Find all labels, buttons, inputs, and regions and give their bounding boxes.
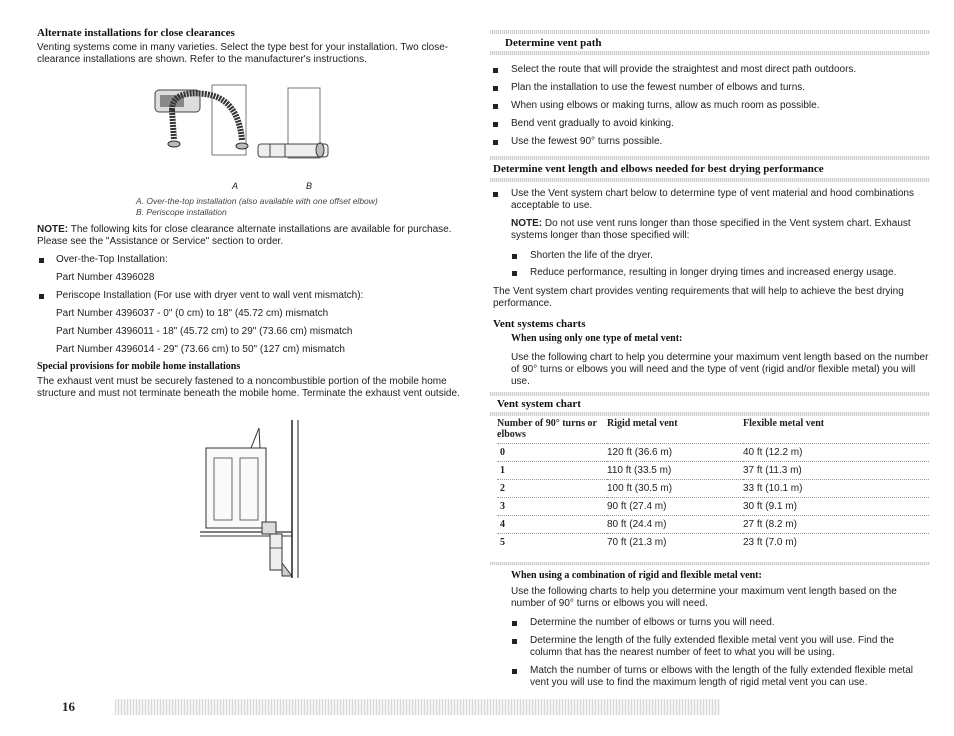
table-row [497, 534, 929, 552]
vent-system-chart-title: Vent system chart [497, 398, 581, 410]
bullet-icon [512, 621, 517, 626]
vent-path-bullet-5: Use the fewest 90° turns possible. [511, 136, 663, 147]
kit-over-the-top: Over-the-Top Installation: [56, 254, 168, 265]
vent-length-note [511, 218, 926, 242]
figure-caption-b: B. Periscope installation [136, 207, 227, 217]
figure-caption-a: A. Over-the-top installation (also available with one offset elbow) [136, 196, 378, 206]
note-label: NOTE: [37, 224, 69, 235]
vent-system-table [497, 418, 929, 551]
table-row [497, 480, 929, 498]
turns-cell: 5 [497, 534, 607, 552]
page-number: 16 [62, 699, 75, 714]
combo-bullet-1: Determine the number of elbows or turns you will need. [530, 617, 775, 628]
rigid-cell: 120 ft (36.6 m) [607, 444, 743, 462]
section-band [490, 412, 930, 416]
note-text: Do not use vent runs longer than those specified in the Vent system chart. Exhaust systems longer than those specified will: [511, 218, 911, 241]
vent-length-title: Determine vent length and elbows needed for best drying performance [493, 163, 824, 175]
vent-path-bullet-1: Select the route that will provide the straightest and most direct path outdoors. [511, 64, 857, 75]
mobile-home-vent-illustration [196, 418, 316, 583]
close-clearance-illustration [150, 80, 340, 190]
chart-intro: The Vent system chart provides venting requirements that will help to achieve the best drying performance. [493, 286, 904, 309]
combo-bullet-3: Match the number of turns or elbows with the length of the fully extended flexible metal vent you will use to find the maximum length of rigid metal vent you can use. [530, 665, 913, 688]
note-label: NOTE: [511, 218, 543, 229]
vent-systems-charts-title: Vent systems charts [493, 318, 586, 330]
bullet-icon [493, 192, 498, 197]
kit-periscope: Periscope Installation (For use with dryer vent to wall vent mismatch): [56, 290, 364, 301]
bullet-icon [39, 294, 44, 299]
table-row [497, 516, 929, 534]
turns-cell: 4 [497, 516, 607, 534]
kit-periscope-part-2: Part Number 4396011 - 18" (45.72 cm) to 29" (73.66 cm) mismatch [56, 326, 353, 337]
alt-installations-title: Alternate installations for close clearances [37, 27, 235, 39]
section-band [490, 562, 930, 565]
bullet-icon [512, 271, 517, 276]
bullet-icon [493, 104, 498, 109]
turns-cell: 1 [497, 462, 607, 480]
vent-path-title: Determine vent path [505, 37, 602, 49]
flexible-cell: 37 ft (11.3 m) [743, 462, 929, 480]
table-row [497, 462, 929, 480]
bullet-icon [39, 258, 44, 263]
mobile-home-title: Special provisions for mobile home installations [37, 361, 241, 372]
bullet-icon [512, 254, 517, 259]
turns-cell: 0 [497, 444, 607, 462]
footer-band [115, 699, 720, 715]
flexible-cell: 33 ft (10.1 m) [743, 480, 929, 498]
flexible-cell: 23 ft (7.0 m) [743, 534, 929, 552]
table-row [497, 498, 929, 516]
figure-label-a: A [232, 181, 239, 191]
section-band [490, 30, 930, 34]
section-band [490, 392, 930, 396]
combination-vent-title: When using a combination of rigid and flexible metal vent: [511, 570, 762, 581]
vent-length-bullet: Use the Vent system chart below to determine type of vent material and hood combinations acceptable to use. [511, 188, 914, 211]
kit-over-the-top-part: Part Number 4396028 [56, 272, 155, 283]
bullet-icon [512, 639, 517, 644]
note-bullet-2: Reduce performance, resulting in longer drying times and increased energy usage. [530, 267, 897, 278]
vent-path-bullet-2: Plan the installation to use the fewest number of elbows and turns. [511, 82, 806, 93]
note-text: The following kits for close clearance alternate installations are available for purchase. Please see the "Assistance or Service" section to order. [37, 224, 452, 247]
section-band [490, 178, 930, 182]
turns-cell: 2 [497, 480, 607, 498]
rigid-cell: 100 ft (30.5 m) [607, 480, 743, 498]
bullet-icon [493, 140, 498, 145]
vent-path-bullet-4: Bend vent gradually to avoid kinking. [511, 118, 674, 129]
bullet-icon [493, 86, 498, 91]
alt-installations-body: Venting systems come in many varieties. Select the type best for your installation. Two close-clearance installations are shown. Refer to the manufacturer's instructions. [37, 42, 449, 65]
turns-cell: 3 [497, 498, 607, 516]
header-flexible: Flexible metal vent [743, 418, 825, 429]
section-band [490, 156, 930, 160]
rigid-cell: 110 ft (33.5 m) [607, 462, 743, 480]
bullet-icon [493, 68, 498, 73]
combination-vent-body: Use the following charts to help you determine your maximum vent length based on the number of 90° turns or elbows you will need. [511, 586, 897, 609]
flexible-cell: 40 ft (12.2 m) [743, 444, 929, 462]
table-row [497, 444, 929, 462]
combo-bullet-2: Determine the length of the fully extended flexible metal vent you will use. Find the column that has the nearest number of feet to what you will be using. [530, 635, 895, 658]
kit-periscope-part-3: Part Number 4396014 - 29" (73.66 cm) to 50" (127 cm) mismatch [56, 344, 345, 355]
header-turns: Number of 90° turns or elbows [497, 418, 597, 440]
vent-path-bullet-3: When using elbows or making turns, allow as much room as possible. [511, 100, 820, 111]
rigid-cell: 70 ft (21.3 m) [607, 534, 743, 552]
table-header-row [497, 418, 929, 444]
kits-note [37, 224, 473, 248]
figure-label-b: B [306, 181, 313, 191]
section-band [490, 51, 930, 55]
one-metal-vent-body: Use the following chart to help you determine your maximum vent length based on the number of 90° turns or elbows you will need and the type of vent (rigid and/or flexible metal) you will use. [511, 352, 929, 387]
note-bullet-1: Shorten the life of the dryer. [530, 250, 653, 261]
one-metal-vent-title: When using only one type of metal vent: [511, 333, 683, 344]
header-rigid: Rigid metal vent [607, 418, 678, 429]
rigid-cell: 80 ft (24.4 m) [607, 516, 743, 534]
kit-periscope-part-1: Part Number 4396037 - 0" (0 cm) to 18" (45.72 cm) mismatch [56, 308, 329, 319]
bullet-icon [512, 669, 517, 674]
flexible-cell: 27 ft (8.2 m) [743, 516, 929, 534]
rigid-cell: 90 ft (27.4 m) [607, 498, 743, 516]
flexible-cell: 30 ft (9.1 m) [743, 498, 929, 516]
bullet-icon [493, 122, 498, 127]
mobile-home-body: The exhaust vent must be securely fastened to a noncombustible portion of the mobile home structure and must not terminate beneath the mobile home. Terminate the exhaust vent outside. [37, 376, 460, 399]
